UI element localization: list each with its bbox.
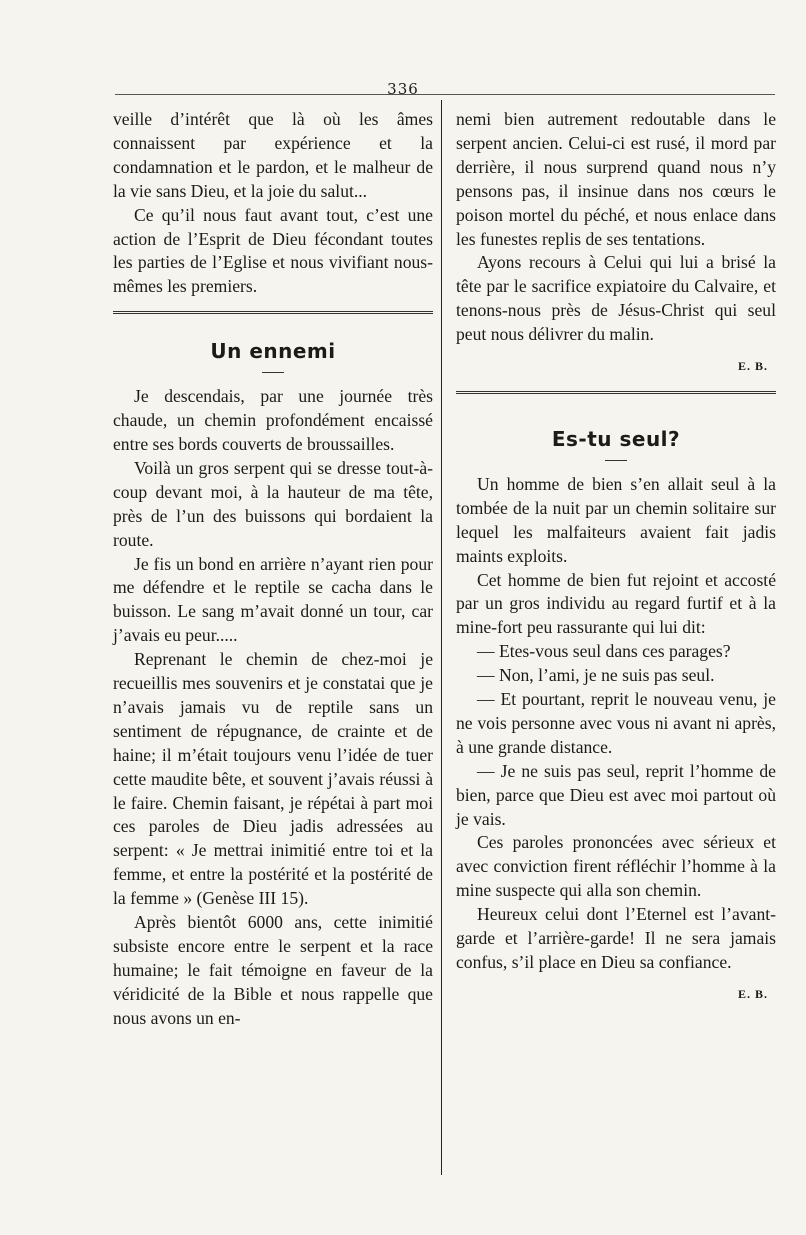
signature: E. B. <box>737 359 768 374</box>
paragraph-continued: nemi bien autrement redoutable dans le serpent ancien. Celui-ci est rusé, il mord par derrière, il nous surprend quand nous n’y pensons pas, il insinue dans nos cœurs le poison mortel du péché, et nous enlace dans les funestes replis de ses tentations. <box>456 109 776 249</box>
dialogue-line: — Non, l’ami, je ne suis pas seul. <box>477 665 715 686</box>
paragraph: Cet homme de bien fut rejoint et accosté par un gros individu au regard furtif et à la mine-fort peu rassurante qui lui dit: <box>456 569 776 638</box>
paragraph: Un homme de bien s’en allait seul à la tombée de la nuit par un chemin solitaire sur lequel les malfaiteurs avaient fait jadis maints exploits. <box>456 473 776 566</box>
column-divider <box>441 100 442 1175</box>
title-rule <box>605 460 627 461</box>
paragraph: Reprenant le chemin de chez-moi je recueillis mes souvenirs et je constatai que je n’avais jamais vu de reptile sans un sentiment de répugnance, de crainte et de haine; il m’était toujours venu l’idée de tuer cette maudite bête, et souvent j’avais réussi à le faire. Chemin faisant, je répétai à part moi ces paroles de Dieu jadis adressées au serpent: « Je mettrai inimitié entre toi et la femme, et entre la postérité et la postérité de la femme » (Genèse III 15). <box>113 649 433 909</box>
article-title-es-tu-seul: Es-tu seul? <box>551 426 681 451</box>
dialogue-line: — Je ne suis pas seul, reprit l’homme de bien, parce que Dieu est avec moi partout où je vais. <box>456 760 776 829</box>
page-number: 336 <box>387 80 419 98</box>
article-title-un-ennemi: Un ennemi <box>210 339 336 364</box>
paragraph-intro-continued: veille d’intérêt que là où les âmes connaissent par expérience et la condamnation et le pardon, et le malheur de la vie sans Dieu, et la joie du salut... <box>113 109 433 201</box>
paragraph: Heureux celui dont l’Eternel est l’avant-garde et l’arrière-garde! Il ne sera jamais confus, s’il place en Dieu sa confiance. <box>456 904 776 972</box>
section-divider <box>456 391 776 394</box>
paragraph: Je descendais, par une journée très chaude, un chemin profondément encaissé entre ses bords couverts de broussailles. <box>113 386 433 454</box>
dialogue-line: — Etes-vous seul dans ces parages? <box>477 641 731 662</box>
paragraph: Voilà un gros serpent qui se dresse tout-à-coup devant moi, à la hauteur de ma tête, près de l’un des buissons qui bordaient la route. <box>113 457 433 550</box>
paragraph: Ces paroles prononcées avec sérieux et avec conviction firent réfléchir l’homme à la mine suspecte qui alla son chemin. <box>456 832 776 901</box>
dialogue-line: — Et pourtant, reprit le nouveau venu, je ne vois personne avec vous ni avant ni après, à une grande distance. <box>456 689 776 757</box>
paragraph: Ayons recours à Celui qui lui a brisé la tête par le sacrifice expiatoire du Calvaire, et tenons-nous près de Jésus-Christ qui seul peut nous délivrer du malin. <box>456 252 776 345</box>
title-rule <box>262 372 284 373</box>
left-column <box>113 108 433 1031</box>
paragraph-spirit: Ce qu’il nous faut avant tout, c’est une action de l’Esprit de Dieu fécondant toutes les parties de l’Eglise et nous vivifiant nous-mêmes les premiers. <box>113 204 433 297</box>
paragraph: Après bientôt 6000 ans, cette inimitié subsiste encore entre le serpent et la race humaine; le fait témoigne en faveur de la véridicité de la Bible et nous rappelle que nous avons un en- <box>113 912 433 1028</box>
section-divider <box>113 311 433 314</box>
signature: E. B. <box>737 986 768 1001</box>
paragraph: Je fis un bond en arrière n’ayant rien pour me défendre et le reptile se cacha dans le buisson. Le sang m’avait donné un tour, car j’avais eu peur..... <box>113 553 433 646</box>
right-column <box>456 108 776 1007</box>
